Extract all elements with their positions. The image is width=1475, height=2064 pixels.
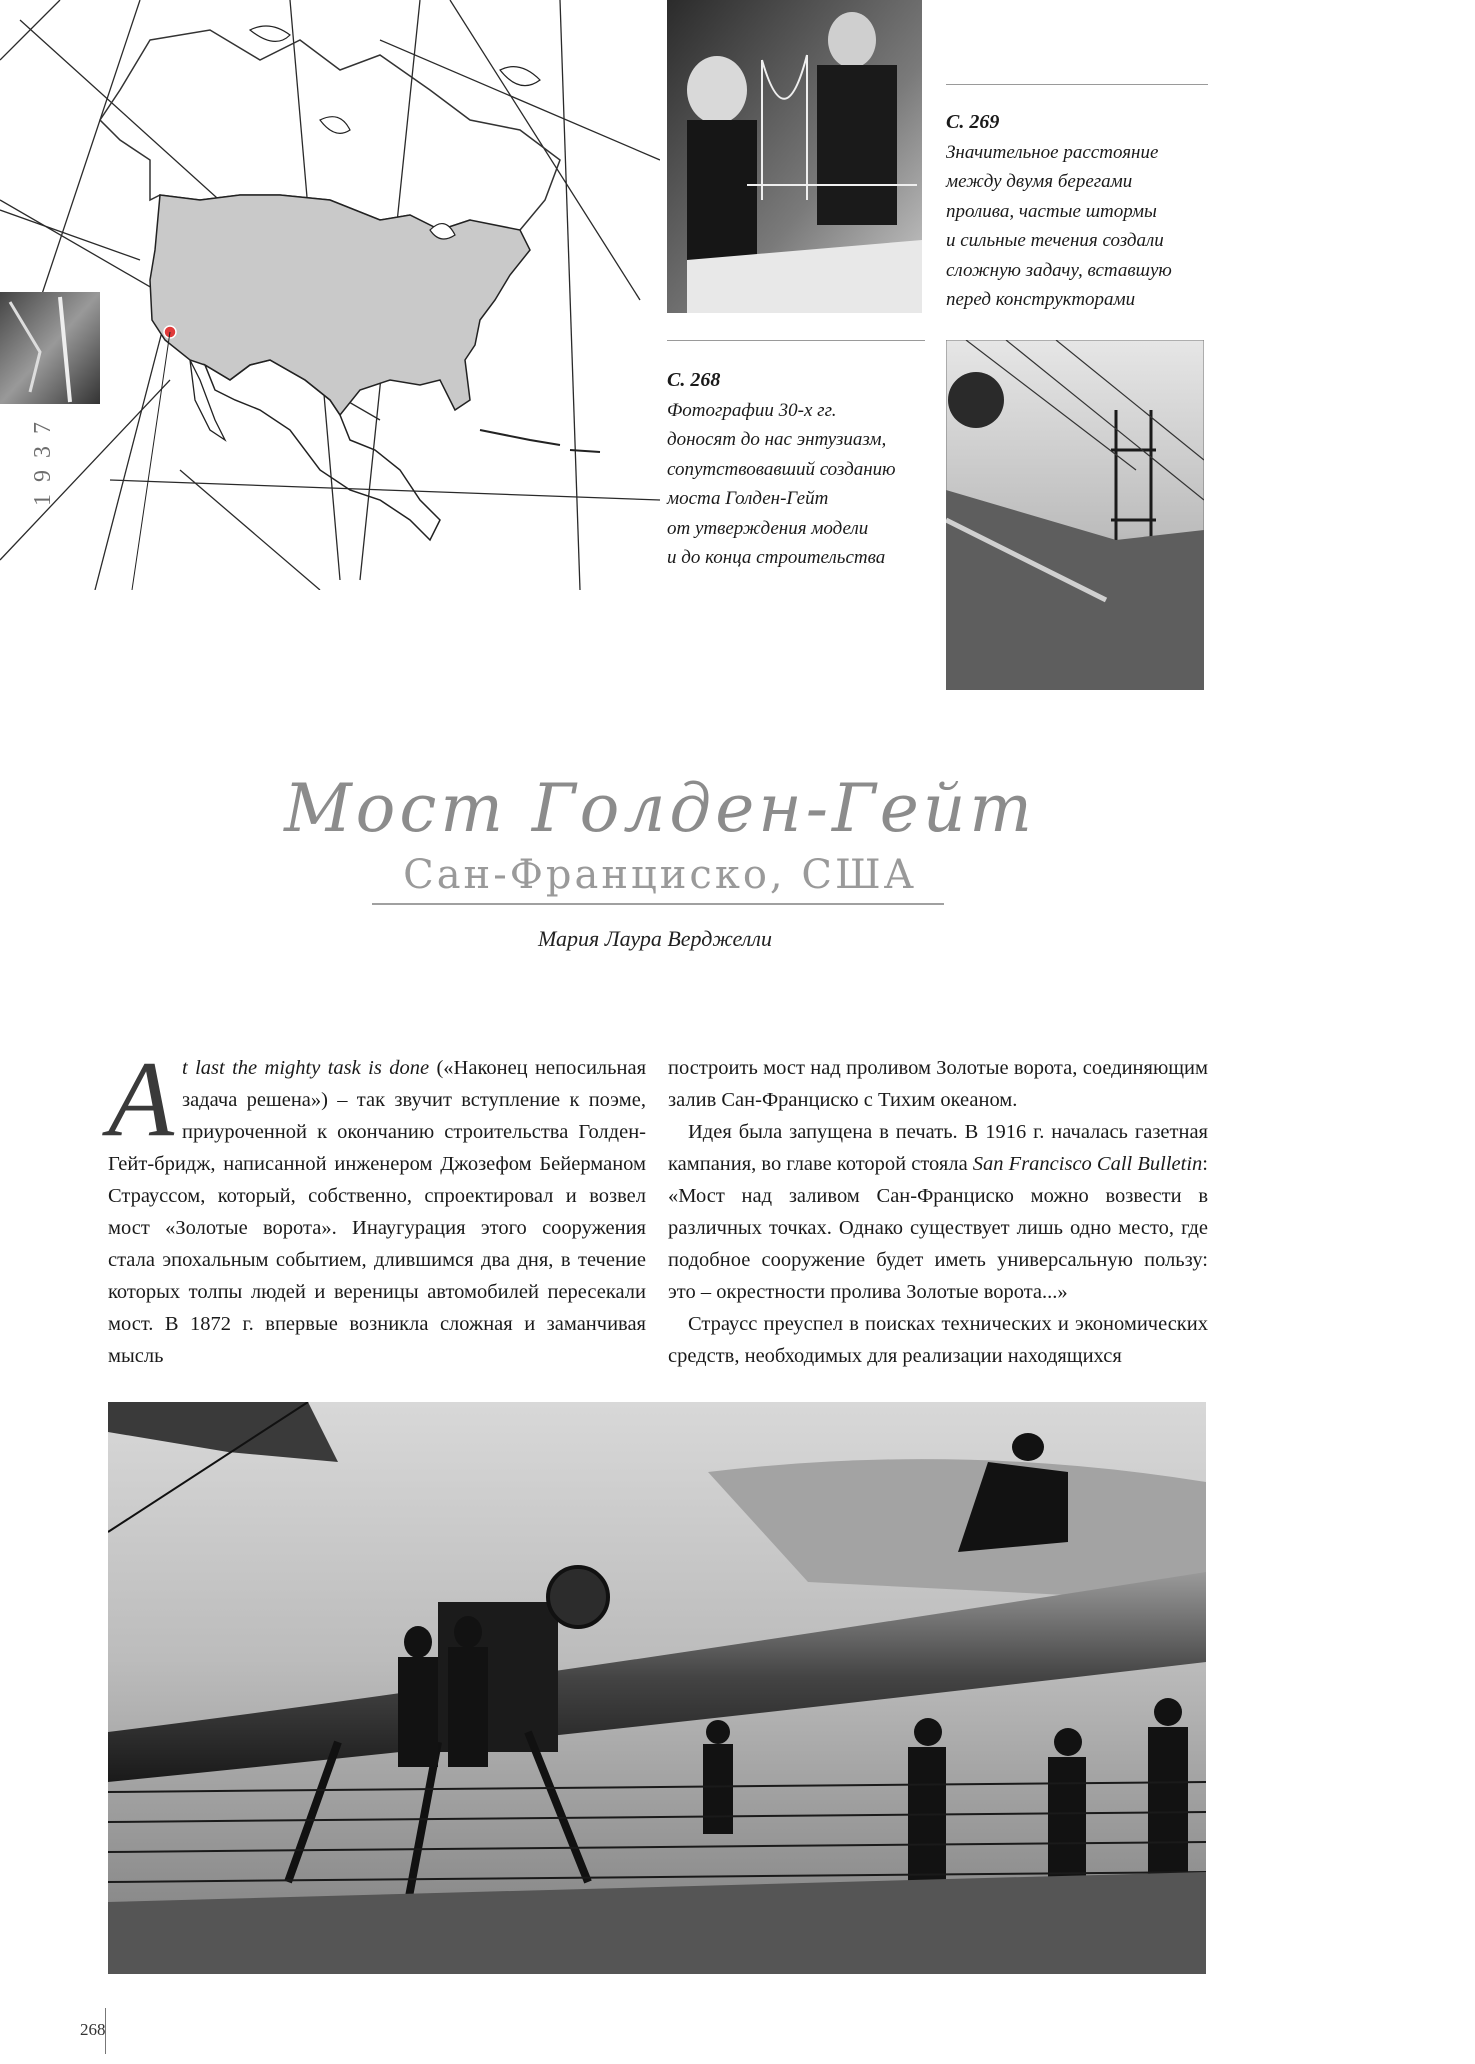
paragraph-text: : «Мост над заливом Сан-Франциско можно возвести в различных точках. Однако существует лишь одно место, где подобное сооружение будет иметь универсальную пользу: это – окрестности пролива Золотые ворота...»: [668, 1153, 1208, 1303]
construction-photo: [108, 1402, 1206, 1974]
bridge-model-photo: [667, 0, 922, 313]
article-paragraph: [668, 1116, 1208, 1308]
caption-line: моста Голден-Гейт: [667, 488, 829, 509]
caption-rule: [667, 340, 925, 341]
caption-269: [946, 108, 1216, 315]
author-name: Мария Лаура Верджелли: [538, 926, 772, 951]
caption-line: и до конца строительства: [667, 547, 886, 568]
subtitle-underline: [372, 903, 944, 905]
drop-cap: A: [108, 1040, 174, 1159]
caption-ref: С. 269: [946, 111, 1000, 133]
caption-rule: [946, 84, 1208, 85]
caption-line: сопутствовавший созданию: [667, 458, 896, 480]
bridge-tower-photo: [946, 340, 1204, 690]
article-paragraph: Страусс преуспел в поисках технических и экономических средств, необходимых для реализации находящихся: [668, 1313, 1208, 1367]
newspaper-name: San Francisco Call Bulletin: [972, 1153, 1203, 1175]
caption-line: сложную задачу, вставшую: [946, 259, 1172, 281]
caption-line: перед конструкторами: [946, 289, 1136, 310]
page-title: Мост Голден-Гейт: [284, 770, 1036, 847]
page-number: 268: [80, 2020, 106, 2039]
article-column-left: [108, 1040, 646, 1372]
poem-quote: t last the mighty task is done: [181, 1057, 430, 1079]
caption-line: доносят до нас энтузиазм,: [667, 429, 887, 450]
year-label: 1937: [30, 410, 56, 506]
paragraph-text: Идея была запущена в печать. В 1916 г. началась газетная кампания, во главе которой стояла: [668, 1121, 1208, 1175]
caption-line: от утверждения модели: [667, 517, 869, 539]
caption-line: и сильные течения создали: [946, 230, 1164, 251]
article-column-right: [668, 1052, 1208, 1372]
caption-268: [667, 366, 929, 573]
article-paragraph: («Наконец непосильная задача решена») – так звучит вступление к поэме, приуроченной к окончанию строительства Голден-Гейт-бридж, написанной инженером Джозефом Бейерманом Страуссом, который, собственно, спроектировал и возвел мост «Золотые ворота». Инаугурация этого сооружения стала эпохальным событием, длившимся два дня, в течение которых толпы людей и вереницы автомобилей пересекали мост. В 1872 г. впервые возникла сложная и заманчивая мысль: [108, 1057, 646, 1367]
page-subtitle: Сан-Франциско, США: [403, 852, 917, 898]
caption-line: Фотографии 30-х гг.: [667, 399, 837, 421]
caption-line: Значительное расстояние: [946, 141, 1159, 163]
caption-ref: С. 268: [667, 369, 721, 391]
caption-line: между двумя берегами: [946, 171, 1133, 192]
thumbnail-photo: [0, 292, 100, 404]
caption-line: пролива, частые штормы: [946, 200, 1157, 222]
article-paragraph: построить мост над проливом Золотые ворота, соединяющим залив Сан-Франциско с Тихим океаном.: [668, 1057, 1208, 1111]
